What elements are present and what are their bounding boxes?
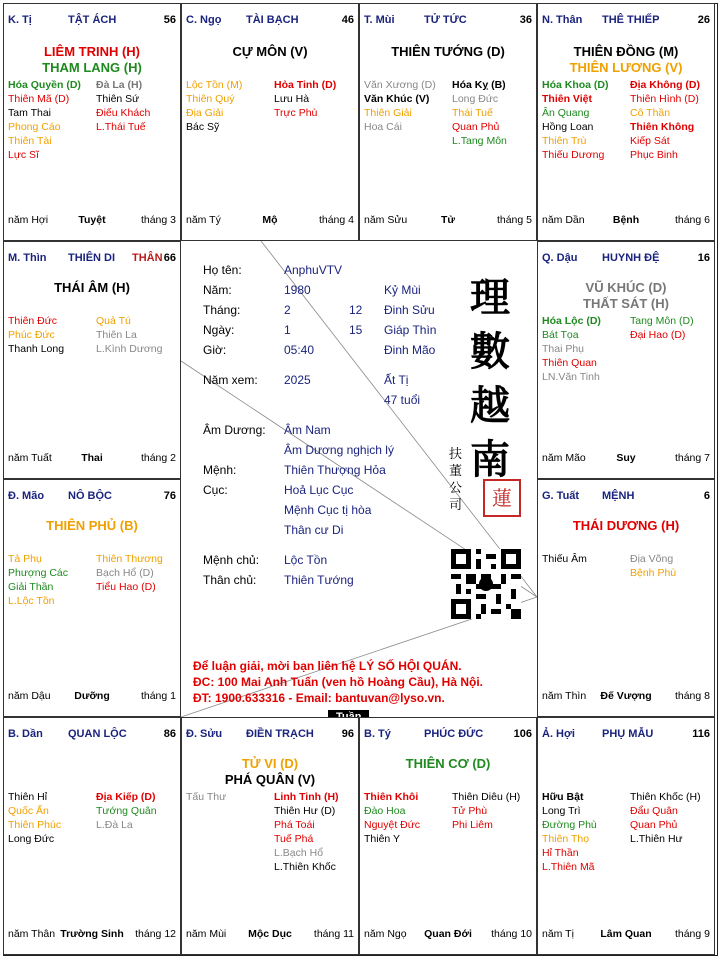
- palace-footer: [542, 928, 710, 942]
- main-star: THIÊN CƠ (D): [405, 756, 491, 771]
- palace-year: năm Thìn: [542, 690, 587, 702]
- palace-phase: Mộc Dục: [248, 928, 292, 940]
- cuc-value: Hoả Lục Cục: [284, 483, 354, 497]
- minor-star-left: Thiên Hỉ: [8, 791, 48, 803]
- minor-star-right: Thái Tuế: [452, 107, 493, 119]
- palace-year: năm Hợi: [8, 214, 49, 226]
- minor-star-left: Đào Hoa: [364, 805, 406, 817]
- minor-star-left: Phúc Đức: [8, 329, 55, 341]
- minor-star-right: L.Thiên Khốc: [274, 861, 336, 873]
- main-star: THẤT SÁT (H): [583, 296, 669, 311]
- minor-star-right: Bạch Hổ (D): [96, 567, 154, 579]
- palace-position: Ả. Hợi: [542, 728, 575, 740]
- minor-star-right: Địa Kiếp (D): [96, 791, 156, 803]
- palace-phase: Tử: [440, 214, 456, 226]
- minor-star-left: Thiếu Âm: [542, 553, 587, 565]
- minor-star-left: Bát Tọa: [542, 329, 579, 341]
- main-star: CỰ MÔN (V): [232, 44, 308, 59]
- palace-phase: Lâm Quan: [600, 928, 652, 940]
- minor-star-right: L.Đà La: [96, 819, 133, 831]
- minor-star-right: Kiếp Sát: [630, 135, 670, 147]
- palace-year: năm Tị: [542, 928, 574, 940]
- minor-star-left: Bác Sỹ: [186, 121, 220, 133]
- palace-footer: [186, 928, 354, 942]
- palace-footer: [364, 214, 532, 228]
- minor-star-left: Hữu Bật: [542, 791, 584, 803]
- than-cu-note: Thân cư Di: [284, 523, 344, 537]
- minor-star-right: Đà La (H): [96, 79, 143, 91]
- palace-month: tháng 11: [313, 928, 354, 940]
- palace-header: [186, 14, 354, 28]
- minor-star-right: Trực Phù: [274, 107, 318, 119]
- palace-phase: Suy: [616, 452, 636, 464]
- minor-star-left: Thiếu Dương: [542, 149, 605, 161]
- palace-phase: Dưỡng: [74, 690, 110, 702]
- palace-name: MỆNH: [602, 490, 635, 502]
- palace-age: 96: [341, 728, 354, 740]
- minor-star-right: Hóa Kỵ (B): [452, 79, 506, 91]
- palace-age: 76: [163, 490, 176, 502]
- palace-header: [8, 728, 176, 742]
- minor-star-right: Quan Phủ: [452, 121, 500, 133]
- palace-month: tháng 6: [674, 214, 710, 226]
- main-star: THÁI DƯƠNG (H): [572, 518, 680, 533]
- day-solar: 15: [349, 323, 363, 337]
- palace-position: T. Mùi: [364, 14, 395, 26]
- month-can-chi: Đinh Sửu: [384, 303, 435, 317]
- palace-age: 116: [692, 728, 710, 740]
- minor-star-left: Thiên Trù: [542, 135, 587, 147]
- minor-star-right: Thiên Hình (D): [630, 93, 699, 105]
- palace-header: [186, 728, 354, 742]
- contact-phone-email[interactable]: ĐT: 1900.633316 - Email: bantuvan@lyso.vn.: [193, 691, 445, 705]
- minor-star-left: LN.Văn Tinh: [542, 371, 600, 383]
- minor-star-left: Thiên Khôi: [364, 791, 419, 803]
- main-star: VŨ KHÚC (D): [585, 280, 667, 295]
- palace-phase: Tuyệt: [78, 214, 106, 226]
- minor-star-right: Thiên Hư (D): [274, 805, 336, 817]
- palace-c6[interactable]: [537, 241, 715, 479]
- minor-star-right: L.Thái Tuế: [96, 121, 146, 133]
- menh-chu-value: Lộc Tồn: [284, 553, 328, 567]
- palace-phase: Trường Sinh: [60, 928, 124, 940]
- calligraphy-char: 越: [470, 382, 510, 429]
- palace-c5[interactable]: [3, 241, 181, 479]
- palace-phase: Thai: [81, 452, 103, 464]
- palace-month: tháng 9: [674, 928, 710, 940]
- palace-c7[interactable]: [3, 479, 181, 717]
- palace-year: năm Mùi: [186, 928, 227, 940]
- palace-year: năm Ngọ: [364, 928, 407, 940]
- am-duong-label: Âm Dương:: [203, 423, 266, 437]
- minor-star-right: Thiên Sứ: [96, 93, 140, 105]
- minor-star-right: Địa Không (D): [630, 79, 700, 91]
- am-duong-note: Âm Dương nghịch lý: [284, 443, 394, 457]
- palace-name: HUYNH ĐỆ: [602, 252, 660, 264]
- minor-star-left: Ân Quang: [542, 107, 590, 119]
- main-star: THAM LANG (H): [42, 60, 142, 75]
- minor-star-right: Linh Tinh (H): [274, 791, 339, 803]
- palace-c1[interactable]: [3, 3, 181, 241]
- palace-year: năm Dần: [542, 214, 585, 226]
- qr-code-icon[interactable]: [451, 549, 521, 619]
- minor-star-right: Long Đức: [452, 93, 499, 105]
- minor-star-left: Hóa Khoa (D): [542, 79, 609, 91]
- hour-value: 05:40: [284, 343, 315, 357]
- palace-position: Q. Dậu: [542, 252, 578, 264]
- palace-month: tháng 2: [140, 452, 176, 464]
- minor-star-left: Long Đức: [8, 833, 55, 845]
- main-star: TỬ VI (D): [241, 756, 299, 771]
- palace-footer: [8, 214, 176, 228]
- palace-than-label: THÂN: [132, 252, 163, 264]
- palace-name: TÀI BẠCH: [246, 14, 299, 26]
- than-chu-label: Thân chủ:: [203, 573, 257, 587]
- cuc-label: Cục:: [203, 483, 228, 497]
- minor-star-left: Tấu Thư: [186, 791, 227, 803]
- name-label: Họ tên:: [203, 263, 242, 277]
- palace-c4[interactable]: [537, 3, 715, 241]
- palace-c11[interactable]: [359, 717, 537, 955]
- minor-star-left: Long Trì: [542, 805, 581, 817]
- palace-name: THÊ THIẾP: [602, 14, 660, 26]
- minor-star-left: Thiên Mã (D): [8, 93, 70, 105]
- minor-star-left: Thiên Quan: [542, 357, 597, 369]
- minor-star-right: Thiên La: [96, 329, 137, 341]
- palace-c3[interactable]: [359, 3, 537, 241]
- palace-name: PHÚC ĐỨC: [424, 728, 484, 740]
- minor-star-right: Thiên Không: [630, 121, 695, 133]
- minor-star-left: Văn Khúc (V): [364, 93, 430, 105]
- minor-star-left: Lực Sĩ: [8, 149, 39, 161]
- palace-c2[interactable]: [181, 3, 359, 241]
- minor-star-left: Địa Giải: [186, 107, 224, 119]
- palace-year: năm Dậu: [8, 690, 51, 702]
- palace-age: 66: [163, 252, 176, 264]
- palace-footer: [8, 928, 176, 942]
- view-year-can-chi: Ất Tị: [384, 373, 409, 387]
- minor-star-right: Thiên Thương: [96, 553, 163, 565]
- year-value: 1980: [284, 283, 311, 297]
- minor-star-right: Quả Tú: [96, 315, 131, 327]
- menh-chu-label: Mệnh chủ:: [203, 553, 260, 567]
- main-star: THIÊN LƯƠNG (V): [569, 60, 683, 75]
- palace-header: [542, 252, 710, 266]
- minor-star-right: Tiểu Hao (D): [96, 581, 156, 593]
- palace-name: TỬ TỨC: [424, 14, 467, 26]
- minor-star-right: Quan Phủ: [630, 819, 678, 831]
- minor-star-left: Thiên Phúc: [8, 819, 62, 831]
- minor-star-left: Hóa Lộc (D): [542, 315, 601, 327]
- age-value: 47 tuổi: [384, 393, 421, 407]
- palace-month: tháng 10: [491, 928, 532, 940]
- palace-position: K. Tị: [8, 14, 32, 26]
- minor-star-left: Thiên Giải: [364, 107, 412, 119]
- palace-month: tháng 8: [674, 690, 710, 702]
- month-solar: 12: [349, 303, 363, 317]
- red-seal: 蓮: [483, 479, 521, 517]
- calligraphy-char: 南: [470, 436, 510, 483]
- hour-label: Giờ:: [203, 343, 227, 357]
- minor-star-right: Tuế Phá: [274, 833, 314, 845]
- palace-footer: [542, 452, 710, 466]
- than-chu-value: Thiên Tướng: [284, 573, 354, 587]
- palace-c10[interactable]: [181, 717, 359, 955]
- palace-footer: [542, 214, 710, 228]
- minor-star-left: Thanh Long: [8, 343, 65, 355]
- main-star: PHÁ QUÂN (V): [224, 772, 316, 787]
- palace-name: TẬT ÁCH: [68, 14, 117, 26]
- palace-age: 16: [697, 252, 710, 264]
- minor-star-left: Thiên Đức: [8, 315, 58, 327]
- palace-position: B. Dần: [8, 728, 43, 740]
- minor-star-left: Tam Thai: [8, 107, 51, 119]
- minor-star-left: Thiên Tài: [8, 135, 52, 147]
- minor-star-left: Thai Phụ: [542, 343, 585, 355]
- palace-footer: [8, 452, 176, 466]
- palace-header: [8, 490, 176, 504]
- palace-header: [542, 490, 710, 504]
- palace-footer: [186, 214, 354, 228]
- palace-month: tháng 12: [135, 928, 176, 940]
- minor-star-right: Cô Thần: [630, 107, 671, 119]
- minor-star-left: Đường Phù: [542, 819, 597, 831]
- minor-star-left: Lộc Tồn (M): [186, 79, 243, 91]
- contact-address: ĐC: 100 Mai Anh Tuấn (ven hồ Hoàng Cầu), Hà Nội.: [193, 675, 484, 689]
- year-label: Năm:: [203, 283, 232, 297]
- palace-month: tháng 4: [318, 214, 354, 226]
- palace-position: N. Thân: [542, 14, 583, 26]
- palace-header: [542, 728, 710, 742]
- minor-star-right: Tướng Quân: [96, 805, 157, 817]
- palace-month: tháng 1: [140, 690, 176, 702]
- palace-year: năm Thân: [8, 928, 56, 940]
- minor-star-right: L.Thiên Hư: [630, 833, 683, 845]
- palace-name: PHỤ MẪU: [602, 728, 654, 740]
- minor-star-left: L.Lộc Tồn: [8, 595, 55, 607]
- palace-header: [542, 14, 710, 28]
- palace-position: C. Ngọ: [186, 14, 222, 26]
- hour-can-chi: Đinh Mão: [384, 343, 436, 357]
- minor-star-left: Thiên Việt: [542, 93, 592, 105]
- palace-year: năm Mão: [542, 452, 586, 464]
- minor-star-right: Lưu Hà: [274, 93, 310, 105]
- palace-age: 86: [163, 728, 176, 740]
- minor-star-right: Địa Võng: [630, 553, 674, 565]
- minor-star-right: Hỏa Tinh (D): [274, 79, 337, 91]
- palace-header: [364, 728, 532, 742]
- minor-star-left: Tả Phụ: [8, 553, 42, 565]
- minor-star-left: Hỉ Thần: [542, 847, 579, 859]
- minor-star-right: Đại Hao (D): [630, 329, 686, 341]
- palace-header: [8, 252, 176, 266]
- palace-year: năm Tuất: [8, 452, 52, 464]
- minor-star-right: L.Bạch Hổ: [274, 847, 324, 859]
- minor-star-right: Phá Toái: [274, 819, 315, 831]
- minor-star-left: Phong Cáo: [8, 121, 61, 133]
- minor-star-right: Phi Liêm: [452, 819, 493, 831]
- palace-footer: [8, 690, 176, 704]
- palace-name: ĐIỀN TRẠCH: [246, 728, 314, 740]
- palace-phase: Quan Đới: [424, 928, 472, 940]
- minor-star-left: Hoa Cái: [364, 121, 402, 133]
- palace-c9[interactable]: [3, 717, 181, 955]
- day-label: Ngày:: [203, 323, 235, 337]
- minor-star-right: Thiên Khốc (H): [630, 791, 701, 803]
- small-vertical-text: 扶 董 公 司: [449, 447, 463, 513]
- day-can-chi: Giáp Thìn: [384, 323, 437, 337]
- minor-star-left: Hồng Loan: [542, 121, 594, 133]
- palace-age: 56: [163, 14, 176, 26]
- palace-age: 26: [697, 14, 710, 26]
- menh-value: Thiên Thượng Hỏa: [284, 463, 386, 477]
- contact-line-1: Để luận giải, mời bạn liên hệ LÝ SỐ HỘI QUÁN.: [193, 659, 462, 673]
- minor-star-right: Phục Binh: [630, 149, 678, 161]
- palace-phase: Đế Vượng: [600, 690, 652, 702]
- palace-c12[interactable]: [537, 717, 715, 955]
- palace-year: năm Tý: [186, 214, 221, 226]
- palace-header: [8, 14, 176, 28]
- palace-age: 46: [341, 14, 354, 26]
- cuc-note: Mệnh Cục tị hòa: [284, 503, 372, 517]
- day-value: 1: [284, 323, 291, 337]
- am-duong-value: Âm Nam: [284, 423, 331, 437]
- palace-month: tháng 7: [674, 452, 710, 464]
- palace-year: năm Sửu: [364, 214, 408, 226]
- minor-star-right: Tang Môn (D): [630, 315, 694, 327]
- view-year-label: Năm xem:: [203, 373, 258, 387]
- palace-position: Đ. Mão: [8, 490, 45, 502]
- palace-header: [364, 14, 532, 28]
- palace-name: THIÊN DI: [68, 252, 116, 264]
- year-can-chi: Kỷ Mùi: [384, 283, 421, 297]
- palace-age: 36: [519, 14, 532, 26]
- main-star: THIÊN ĐỒNG (M): [573, 44, 679, 59]
- month-label: Tháng:: [203, 303, 241, 317]
- palace-position: Đ. Sửu: [186, 728, 223, 740]
- palace-c8[interactable]: [537, 479, 715, 717]
- main-star: THIÊN PHỦ (B): [46, 518, 138, 533]
- minor-star-left: Thiên Thọ: [542, 833, 590, 845]
- palace-age: 6: [703, 490, 710, 502]
- palace-age: 106: [513, 728, 532, 740]
- minor-star-left: Thiên Quý: [186, 93, 235, 105]
- month-value: 2: [284, 303, 291, 317]
- main-star: THÁI ÂM (H): [54, 280, 130, 295]
- center-panel: [181, 241, 537, 717]
- palace-footer: [364, 928, 532, 942]
- palace-phase: Bệnh: [612, 214, 640, 226]
- minor-star-right: Bệnh Phù: [630, 567, 677, 579]
- minor-star-left: Quốc Ấn: [8, 805, 49, 817]
- minor-star-right: Điếu Khách: [96, 107, 151, 119]
- palace-position: M. Thìn: [8, 252, 47, 264]
- calligraphy-block: [465, 271, 515, 487]
- palace-month: tháng 5: [496, 214, 532, 226]
- minor-star-right: Đẩu Quân: [630, 805, 678, 817]
- minor-star-right: Tử Phù: [452, 805, 488, 817]
- palace-name: NÔ BỘC: [68, 490, 112, 502]
- palace-phase: Mộ: [262, 214, 278, 226]
- palace-footer: [542, 690, 710, 704]
- minor-star-left: Hóa Quyền (D): [8, 79, 81, 91]
- main-star: THIÊN TƯỚNG (D): [391, 44, 505, 59]
- main-star: LIÊM TRINH (H): [43, 44, 141, 59]
- palace-position: B. Tý: [364, 728, 391, 740]
- minor-star-right: L.Kình Dương: [96, 343, 163, 355]
- menh-label: Mệnh:: [203, 463, 237, 477]
- minor-star-right: Thiên Diêu (H): [452, 791, 521, 803]
- view-year-value: 2025: [284, 373, 311, 387]
- palace-position: G. Tuất: [542, 490, 580, 502]
- minor-star-left: L.Thiên Mã: [542, 861, 595, 873]
- minor-star-left: Phượng Các: [8, 567, 69, 579]
- palace-name: QUAN LỘC: [68, 728, 127, 740]
- name-value: AnphuVTV: [284, 263, 343, 277]
- minor-star-left: Nguyệt Đức: [364, 819, 421, 831]
- palace-month: tháng 3: [140, 214, 176, 226]
- minor-star-left: Văn Xương (D): [364, 79, 436, 91]
- minor-star-left: Thiên Y: [364, 833, 400, 845]
- minor-star-right: L.Tang Môn: [452, 135, 507, 147]
- minor-star-left: Giải Thần: [8, 581, 54, 593]
- calligraphy-char: 數: [470, 328, 510, 375]
- calligraphy-char: 理: [470, 274, 510, 321]
